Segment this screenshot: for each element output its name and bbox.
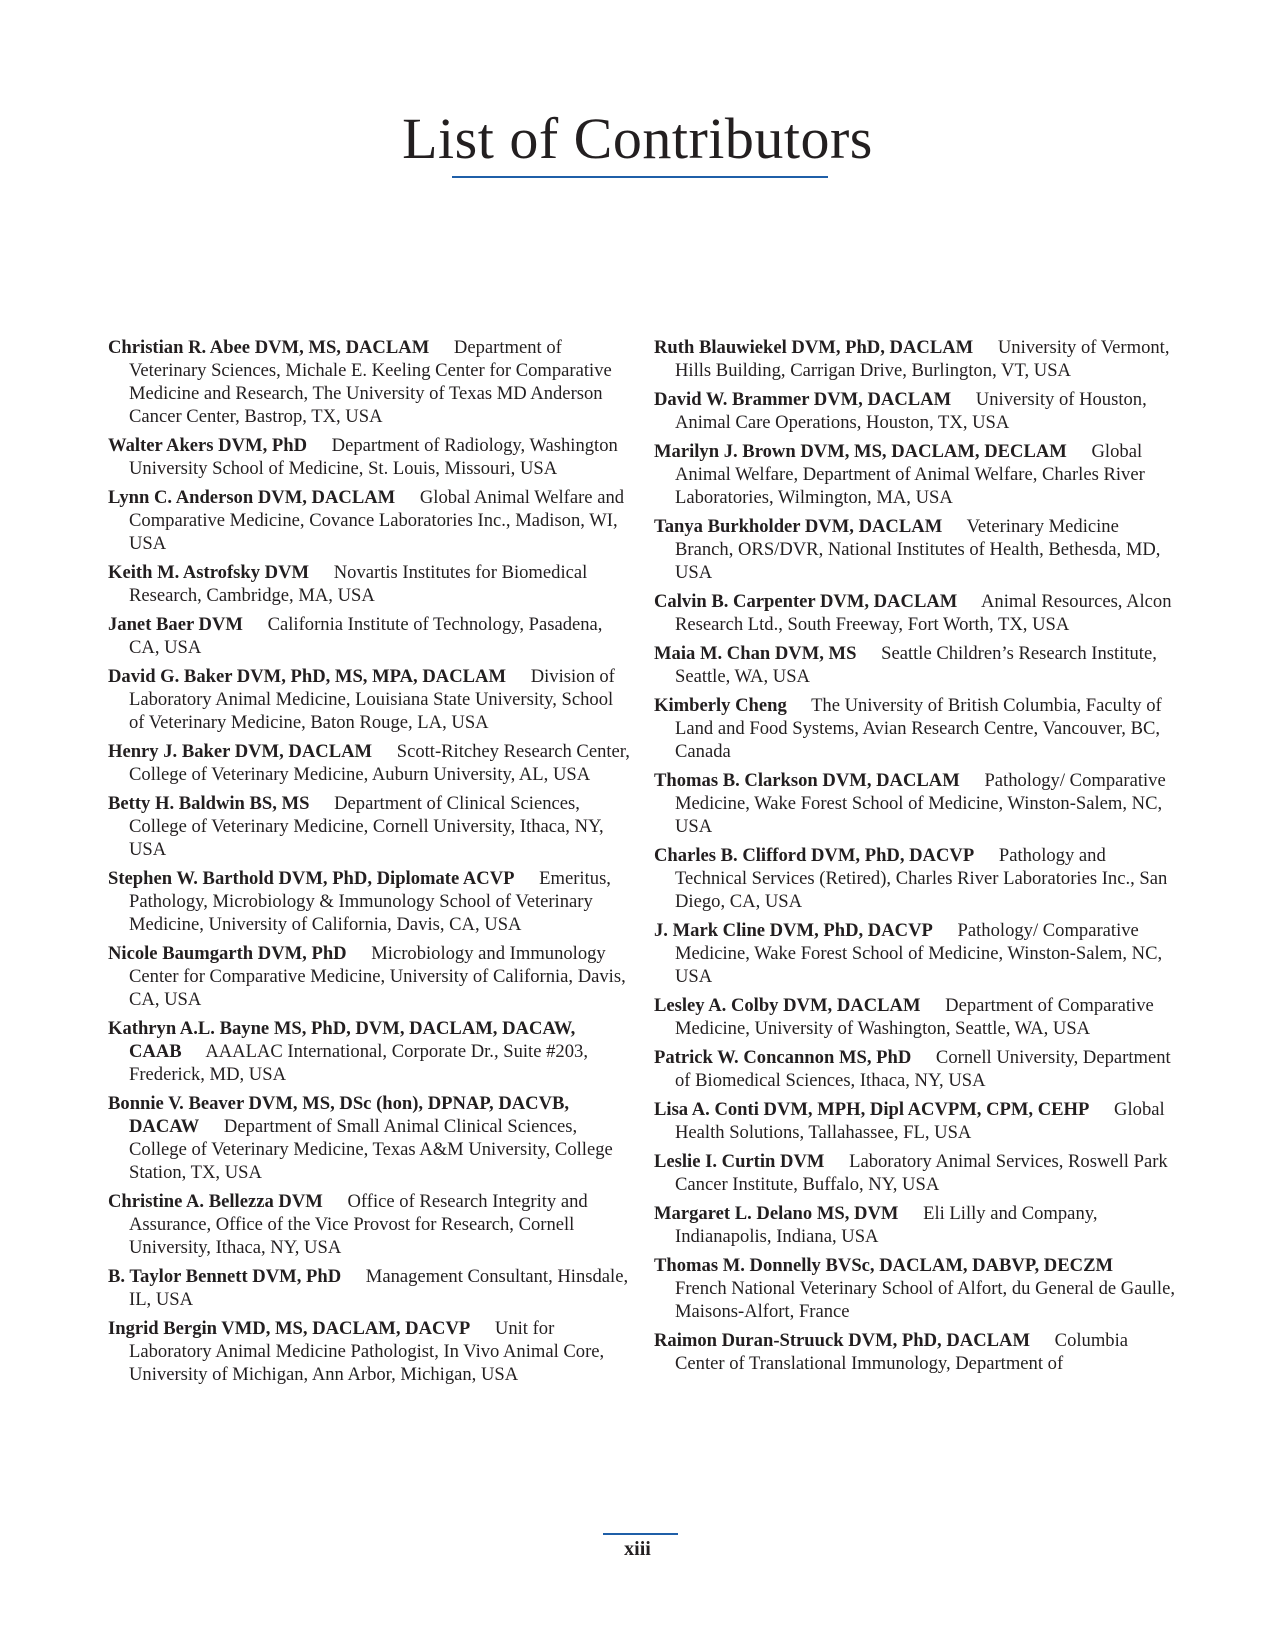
contributor-affiliation: Pathology/ Comparative Medicine, Wake Forest School of Medicine, Winston-Salem, NC, USA [675,770,1166,837]
contributor-affiliation: Unit for Laboratory Animal Medicine Pathologist, In Vivo Animal Core, University of Michigan, Ann Arbor, Michigan, USA [129,1318,605,1385]
contributor-entry [108,1092,630,1184]
contributor-entry [108,613,630,659]
contributor-affiliation: Columbia Center of Translational Immunology, Department of [675,1330,1129,1374]
contributor-entry [108,1190,630,1259]
page-number: xiii [624,1538,651,1560]
contributor-affiliation: Pathology/ Comparative Medicine, Wake Forest School of Medicine, Winston-Salem, NC, USA [675,920,1163,987]
contributor-entry [654,388,1176,434]
contributor-name: Lynn C. Anderson DVM, DACLAM [108,487,396,508]
contributor-entry [654,1098,1176,1144]
contributor-affiliation: Pathology and Technical Services (Retired), Charles River Laboratories Inc., San Diego, CA, USA [675,845,1168,912]
contributor-affiliation: California Institute of Technology, Pasadena, CA, USA [129,614,603,658]
contributor-affiliation: AAALAC International, Corporate Dr., Suite #203, Frederick, MD, USA [129,1041,588,1085]
contributor-name: Christine A. Bellezza DVM [108,1191,323,1212]
contributor-name: Kathryn A.L. Bayne MS, PhD, DVM, DACLAM, DACAW, CAAB [108,1018,576,1062]
contributor-name: Charles B. Clifford DVM, PhD, DACVP [654,845,975,866]
contributor-name: J. Mark Cline DVM, PhD, DACVP [654,920,933,941]
contributor-name: Tanya Burkholder DVM, DACLAM [654,516,943,537]
contributor-entry [108,486,630,555]
contributor-name: Thomas M. Donnelly BVSc, DACLAM, DABVP, DECZM [654,1255,1114,1276]
contributor-affiliation: Emeritus, Pathology, Microbiology & Immunology School of Veterinary Medicine, University of California, Davis, CA, USA [129,868,611,935]
contributor-entry [654,336,1176,382]
contributors-left-column [108,336,630,1392]
contributor-affiliation: Eli Lilly and Company, Indianapolis, Indiana, USA [675,1203,1098,1247]
contributor-name: Ingrid Bergin VMD, MS, DACLAM, DACVP [108,1318,471,1339]
contributor-entry [108,1317,630,1386]
contributor-affiliation: Department of Clinical Sciences, College of Veterinary Medicine, Cornell University, Ithaca, NY, USA [129,793,604,860]
contributor-affiliation: University of Houston, Animal Care Operations, Houston, TX, USA [675,389,1147,433]
contributor-name: Leslie I. Curtin DVM [654,1151,825,1172]
contributor-affiliation: Seattle Children’s Research Institute, Seattle, WA, USA [675,643,1157,687]
contributor-affiliation: Department of Veterinary Sciences, Michale E. Keeling Center for Comparative Medicine and Research, The University of Texas MD Anderson Cancer Center, Bastrop, TX, USA [129,337,612,427]
contributor-affiliation: The University of British Columbia, Faculty of Land and Food Systems, Avian Research Centre, Vancouver, BC, Canada [675,695,1162,762]
contributor-entry [108,1265,630,1311]
contributor-affiliation: Animal Resources, Alcon Research Ltd., South Freeway, Fort Worth, TX, USA [675,591,1172,635]
contributor-affiliation: Global Animal Welfare and Comparative Medicine, Covance Laboratories Inc., Madison, WI, USA [129,487,625,554]
contributor-name: Stephen W. Barthold DVM, PhD, Diplomate ACVP [108,868,515,889]
contributor-name: B. Taylor Bennett DVM, PhD [108,1266,342,1287]
contributor-affiliation: Global Animal Welfare, Department of Animal Welfare, Charles River Laboratories, Wilmington, MA, USA [675,441,1145,508]
contributor-affiliation: Division of Laboratory Animal Medicine, Louisiana State University, School of Veterinary Medicine, Baton Rouge, LA, USA [129,666,615,733]
contributor-name: Nicole Baumgarth DVM, PhD [108,943,347,964]
contributor-affiliation: Microbiology and Immunology Center for Comparative Medicine, University of California, Davis, CA, USA [129,943,626,1010]
contributor-affiliation: University of Vermont, Hills Building, Carrigan Drive, Burlington, VT, USA [675,337,1170,381]
contributor-name: Ruth Blauwiekel DVM, PhD, DACLAM [654,337,974,358]
contributor-entry [654,1254,1176,1323]
contributor-entry [654,919,1176,988]
contributor-name: Maia M. Chan DVM, MS [654,643,857,664]
contributor-entry [108,1017,630,1086]
contributor-affiliation: Office of Research Integrity and Assurance, Office of the Vice Provost for Research, Cornell University, Ithaca, NY, USA [129,1191,588,1258]
folio-rule [603,1533,678,1535]
contributor-affiliation: Veterinary Medicine Branch, ORS/DVR, National Institutes of Health, Bethesda, MD, USA [675,516,1161,583]
contributor-entry [108,942,630,1011]
page-title: List of Contributors [402,106,873,171]
contributor-entry [654,694,1176,763]
contributor-affiliation: Department of Comparative Medicine, University of Washington, Seattle, WA, USA [675,995,1154,1039]
contributor-entry [654,642,1176,688]
contributor-affiliation: Department of Radiology, Washington University School of Medicine, St. Louis, Missouri, USA [129,435,618,479]
contributor-name: Christian R. Abee DVM, MS, DACLAM [108,337,430,358]
contributor-name: Kimberly Cheng [654,695,787,716]
contributor-entry [108,336,630,428]
contributor-entry [654,515,1176,584]
contributor-name: Lesley A. Colby DVM, DACLAM [654,995,921,1016]
contributor-name: Marilyn J. Brown DVM, MS, DACLAM, DECLAM [654,441,1067,462]
contributor-name: Raimon Duran-Struuck DVM, PhD, DACLAM [654,1330,1031,1351]
contributor-affiliation: Global Health Solutions, Tallahassee, FL, USA [675,1099,1165,1143]
contributor-name: Bonnie V. Beaver DVM, MS, DSc (hon), DPNAP, DACVB, DACAW [108,1093,570,1137]
contributor-affiliation: Laboratory Animal Services, Roswell Park Cancer Institute, Buffalo, NY, USA [675,1151,1168,1195]
contributor-name: Calvin B. Carpenter DVM, DACLAM [654,591,958,612]
contributor-affiliation: Novartis Institutes for Biomedical Research, Cambridge, MA, USA [129,562,588,606]
contributor-entry [108,665,630,734]
contributor-affiliation: French National Veterinary School of Alfort, du General de Gaulle, Maisons-Alfort, France [675,1278,1175,1322]
contributor-name: Thomas B. Clarkson DVM, DACLAM [654,770,960,791]
contributor-entry [654,440,1176,509]
contributor-affiliation: Management Consultant, Hinsdale, IL, USA [129,1266,629,1310]
contributor-name: Keith M. Astrofsky DVM [108,562,310,583]
contributor-name: Margaret L. Delano MS, DVM [654,1203,899,1224]
contributor-name: Henry J. Baker DVM, DACLAM [108,741,373,762]
contributor-entry [108,561,630,607]
contributor-name: Walter Akers DVM, PhD [108,435,308,456]
title-rule [452,176,828,178]
contributor-entry [108,867,630,936]
contributor-name: Lisa A. Conti DVM, MPH, Dipl ACVPM, CPM, CEHP [654,1099,1090,1120]
contributor-entry [654,1046,1176,1092]
contributor-entry [654,994,1176,1040]
contributor-entry [108,740,630,786]
contributor-name: David G. Baker DVM, PhD, MS, MPA, DACLAM [108,666,507,687]
contributor-entry [108,792,630,861]
contributor-entry [654,844,1176,913]
contributor-entry [654,1150,1176,1196]
contributor-name: David W. Brammer DVM, DACLAM [654,389,952,410]
contributor-entry [654,590,1176,636]
contributor-entry [654,1329,1176,1375]
contributor-name: Betty H. Baldwin BS, MS [108,793,310,814]
contributor-entry [654,1202,1176,1248]
contributor-name: Patrick W. Concannon MS, PhD [654,1047,912,1068]
contributor-name: Janet Baer DVM [108,614,243,635]
contributor-affiliation: Cornell University, Department of Biomedical Sciences, Ithaca, NY, USA [675,1047,1171,1091]
contributor-entry [654,769,1176,838]
contributor-affiliation: Scott-Ritchey Research Center, College of Veterinary Medicine, Auburn University, AL, USA [129,741,630,785]
contributor-entry [108,434,630,480]
contributors-right-column [654,336,1176,1381]
contributor-affiliation: Department of Small Animal Clinical Sciences, College of Veterinary Medicine, Texas A&M University, College Station, TX, USA [129,1116,613,1183]
